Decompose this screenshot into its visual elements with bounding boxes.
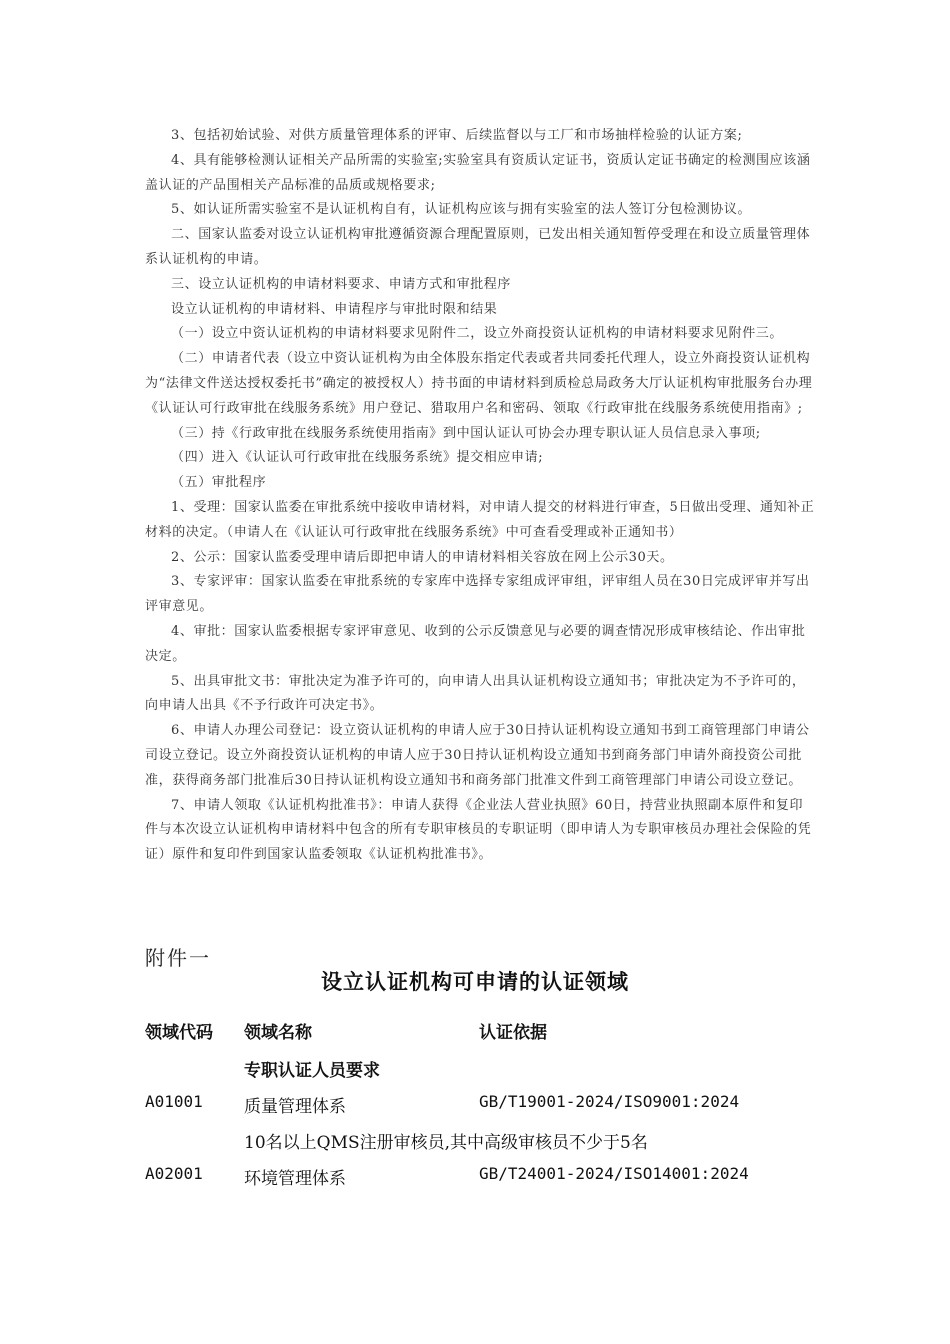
paragraph: 3、专家评审：国家认监委在审批系统的专家库中选择专家组成评审组，评审组人员在30日完成评审并写出评审意见。 <box>145 574 810 615</box>
table-row <box>0 1164 950 1192</box>
body-text <box>145 124 815 868</box>
paragraph: （三）持《行政审批在线服务系统使用指南》到中国认证认可协会办理专职认证人员信息录入事项; <box>171 425 761 441</box>
paragraph: 1、受理：国家认监委在审批系统中接收申请材料，对申请人提交的材料进行审查，5日做出受理、通知补正材料的决定。（申请人在《认证认可行政审批在线服务系统》中可查看受理或补正通知书） <box>145 499 815 540</box>
paragraph: 3、包括初始试验、对供方质量管理体系的评审、后续监督以与工厂和市场抽样检验的认证方案; <box>171 128 743 143</box>
table-header-row <box>0 1056 950 1084</box>
field-name: 质量管理体系 <box>244 1097 346 1117</box>
paragraph: 2、公示：国家认监委受理申请后即把申请人的申请材料相关容放在网上公示30天。 <box>171 549 674 565</box>
paragraph: 5、如认证所需实验室不是认证机构自有，认证机构应该与拥有实验室的法人签订分包检测协议。 <box>171 202 752 218</box>
header-staff: 专职认证人员要求 <box>244 1061 380 1081</box>
attachment-title: 设立认证机构可申请的认证领域 <box>321 969 629 994</box>
field-name: 环境管理体系 <box>244 1169 346 1189</box>
paragraph: （二）申请者代表（设立中资认证机构为由全体股东指定代表或者共同委托代理人，设立外商投资认证机构为“法律文件送达授权委托书”确定的被授权人）持书面的申请材料到质检总局政务大厅认证机构审批服务台办理《认证认可行政审批在线服务系统》用户登记、猎取用户名和密码、领取《行政审批在线服务系统使用指南》; <box>145 351 813 416</box>
field-code: A01001 <box>145 1092 203 1111</box>
paragraph: 4、具有能够检测认证相关产品所需的实验室;实验室具有资质认定证书，资质认定证书确定的检测围应该涵盖认证的产品围相关产品标准的品质或规格要求; <box>145 152 811 193</box>
field-basis: GB/T24001-2024/ISO14001:2024 <box>479 1164 749 1183</box>
table-row-detail <box>0 1128 950 1156</box>
header-code: 领域代码 <box>145 1023 213 1043</box>
paragraph: （四）进入《认证认可行政审批在线服务系统》提交相应申请; <box>171 450 544 466</box>
paragraph: （一）设立中资认证机构的申请材料要求见附件二，设立外商投资认证机构的申请材料要求见附件三。 <box>171 326 784 342</box>
paragraph: 5、出具审批文书：审批决定为准予许可的，向申请人出具认证机构设立通知书；审批决定为不予许可的，向申请人出具《不予行政许可决定书》。 <box>145 673 806 714</box>
paragraph: 6、申请人办理公司登记：设立资认证机构的申请人应于30日持认证机构设立通知书到工商管理部门申请公司设立登记。设立外商投资认证机构的申请人应于30日持认证机构设立通知书到商务部门申请外商投资公司批准，获得商务部门批准后30日持认证机构设立通知书和商务部门批准文件到工商管理部门申请公司设立登记。 <box>145 723 810 788</box>
paragraph: 二、国家认监委对设立认证机构审批遵循资源合理配置原则，已发出相关通知暂停受理在和设立质量管理体系认证机构的申请。 <box>145 227 811 267</box>
paragraph: （五）审批程序 <box>171 475 267 491</box>
field-code: A02001 <box>145 1164 203 1183</box>
field-staff: 10名以上QMS注册审核员,其中高级审核员不少于5名 <box>244 1133 648 1153</box>
paragraph: 4、审批：国家认监委根据专家评审意见、收到的公示反馈意见与必要的调查情况形成审核结论、作出审批决定。 <box>145 623 806 664</box>
paragraph: 三、设立认证机构的申请材料要求、申请方式和审批程序 <box>171 276 512 292</box>
table-row <box>0 1092 950 1120</box>
paragraph: 7、申请人领取《认证机构批准书》：申请人获得《企业法人营业执照》60日，持营业执照副本原件和复印件与本次设立认证机构申请材料中包含的所有专职审核员的专职证明（即申请人为专职审核员办理社会保险的凭证）原件和复印件到国家认监委领取《认证机构批准书》。 <box>145 797 812 863</box>
header-name: 领域名称 <box>244 1023 312 1043</box>
attachment-label: 附件一 <box>145 946 211 970</box>
paragraph: 设立认证机构的申请材料、申请程序与审批时限和结果 <box>171 301 498 317</box>
header-basis: 认证依据 <box>479 1023 547 1043</box>
table-header-row <box>0 1018 950 1046</box>
field-basis: GB/T19001-2024/ISO9001:2024 <box>479 1092 740 1111</box>
